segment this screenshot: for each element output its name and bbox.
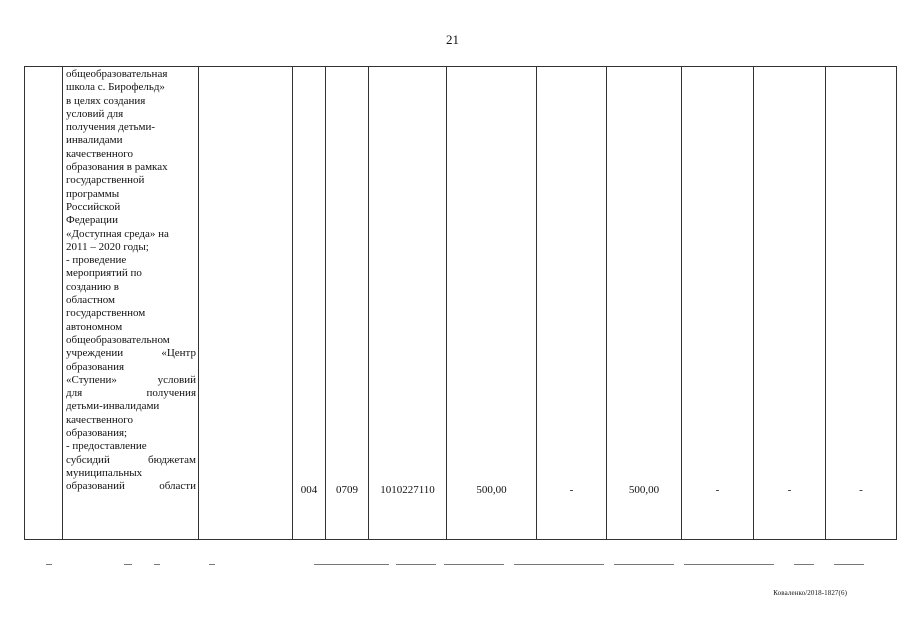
description-line: качественного <box>66 413 134 426</box>
executor-cell <box>199 67 293 540</box>
description-line: для получения <box>66 387 196 400</box>
description-line: мероприятий по <box>66 267 142 280</box>
description-line: в целях создания <box>66 94 146 107</box>
description-line: инвалидами <box>66 134 123 147</box>
faint-scan-lines <box>24 559 866 571</box>
regional-cell <box>607 67 682 540</box>
description-line: государственной <box>66 174 145 187</box>
other-cell <box>754 67 826 540</box>
description-line: образования <box>66 360 125 373</box>
target-article-code: 1010227110 <box>380 484 435 496</box>
description-line: - предоставление <box>66 440 147 453</box>
admin-code: 004 <box>300 484 318 496</box>
extra-cell <box>826 67 897 540</box>
other-amount: - <box>787 484 792 496</box>
description-line: созданию в <box>66 280 119 293</box>
total-amount: 500,00 <box>476 484 507 496</box>
description-line: учреждении «Центр <box>66 347 196 360</box>
description-line: государственном <box>66 307 146 320</box>
description-line: школа с. Бирофельд» <box>66 81 165 94</box>
extra-amount: - <box>859 484 863 496</box>
description-line: условий для <box>66 107 124 120</box>
regional-amount: 500,00 <box>628 484 660 496</box>
description-line: детьми-инвалидами <box>66 400 160 413</box>
table-row <box>25 67 897 540</box>
admin-code-cell <box>293 67 326 540</box>
description-line: общеобразовательная <box>66 68 168 80</box>
description-line: автономном <box>66 320 123 333</box>
description-line: получения детьми- <box>66 121 156 134</box>
federal-amount: - <box>569 484 574 496</box>
description-line: программы <box>66 187 120 200</box>
total-cell <box>447 67 537 540</box>
description-line: Федерации <box>66 214 118 227</box>
section-code: 0709 <box>336 484 358 496</box>
description-line: муниципальных <box>66 466 143 479</box>
row-number-cell <box>25 67 63 540</box>
description-line: субсидий бюджетам <box>66 453 196 466</box>
page-number: 21 <box>446 32 459 47</box>
budget-table <box>24 66 897 540</box>
description-line: 2011 – 2020 годы; <box>66 240 149 253</box>
description-line: качественного <box>66 147 134 160</box>
description-text <box>66 68 196 494</box>
section-code-cell <box>326 67 369 540</box>
federal-cell <box>537 67 607 540</box>
description-line: Российской <box>66 200 121 213</box>
description-line: «Доступная среда» на <box>66 227 169 240</box>
description-line: образований области <box>66 480 196 493</box>
description-line: образования в рамках <box>66 161 168 174</box>
document-code: Коваленко/2018-1827(6) <box>773 589 847 597</box>
description-line: «Ступени» условий <box>66 373 196 386</box>
description-line: образования; <box>66 427 128 440</box>
local-cell <box>682 67 754 540</box>
description-cell <box>63 67 199 540</box>
description-line: областном <box>66 294 116 307</box>
description-line: общеобразовательном <box>66 333 170 346</box>
description-line: - проведение <box>66 254 127 267</box>
local-amount: - <box>715 484 720 496</box>
target-code-cell <box>369 67 447 540</box>
